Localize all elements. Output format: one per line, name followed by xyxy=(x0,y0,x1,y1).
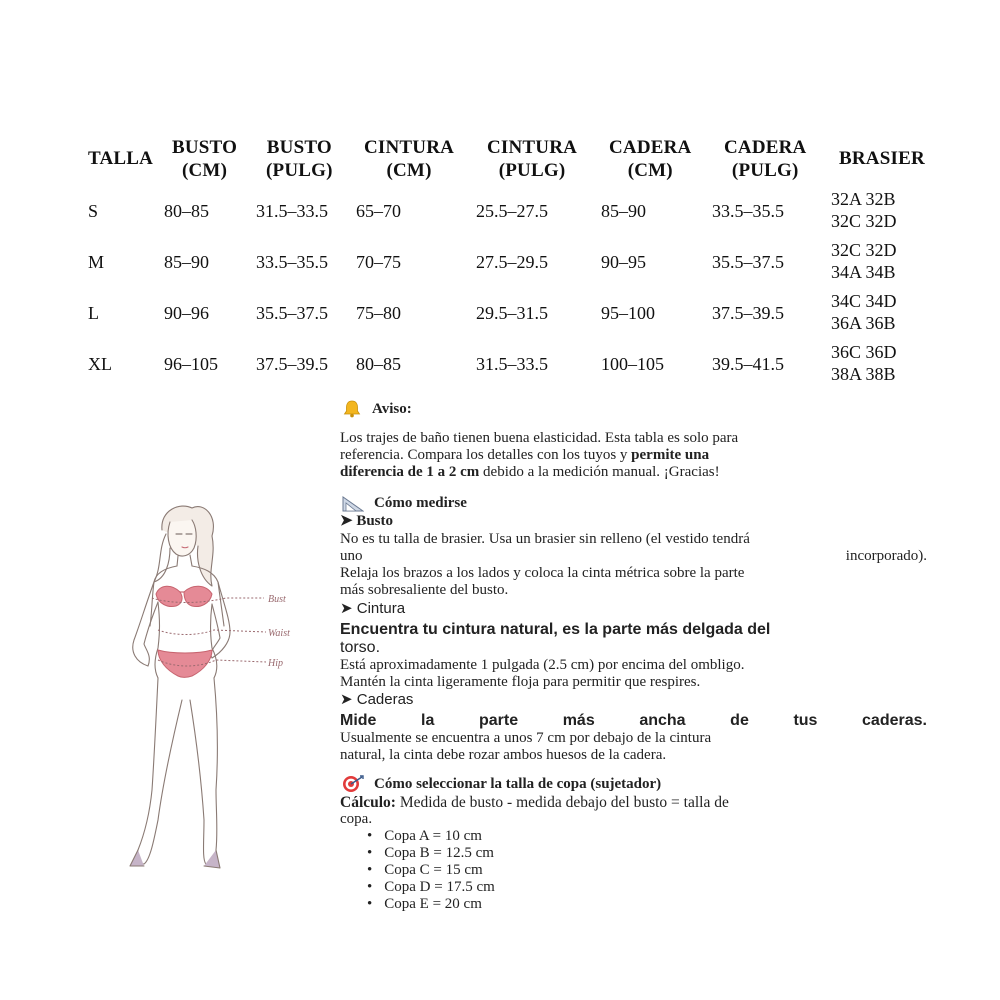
cup-list-item xyxy=(367,879,495,896)
hips-word: la xyxy=(421,712,435,729)
cell-talla: S xyxy=(88,201,99,221)
hips-bold-line xyxy=(340,711,927,730)
size-chart-table xyxy=(0,0,1000,400)
brasier-line: 38A 38B xyxy=(831,364,896,384)
bust-line-3: Relaja los brazos a los lados y coloca la cinta métrica sobre la parte xyxy=(340,565,745,581)
waist-line-2: Mantén la cinta ligeramente floja para permitir que respires. xyxy=(340,674,701,690)
header-talla-label: TALLA xyxy=(88,148,154,169)
header-label: BUSTO xyxy=(266,137,332,158)
bust-text: incorporado). xyxy=(845,548,927,564)
notice-text: referencia. Compara los detalles con los tuyos y xyxy=(340,447,628,463)
hips-word: ancha xyxy=(639,712,686,729)
cup-item-text: Copa E = 20 cm xyxy=(384,896,482,912)
header-unit: (PULG) xyxy=(731,160,799,181)
bullet-icon: • xyxy=(367,896,373,912)
bust-line-2 xyxy=(340,548,927,565)
bust-line-1: No es tu talla de brasier. Usa un brasier sin relleno (el vestido tendrá xyxy=(340,531,750,547)
cell-cadera-pulg: 39.5–41.5 xyxy=(712,354,784,374)
brasier-line: 36A 36B xyxy=(831,313,896,333)
cell-cadera-pulg: 33.5–35.5 xyxy=(712,201,784,221)
hips-line-2: natural, la cinta debe rozar ambos huesos de la cadera. xyxy=(340,747,667,763)
cup-heading xyxy=(342,775,661,793)
cell-busto-pulg: 37.5–39.5 xyxy=(256,354,328,374)
cell-cintura-pulg: 29.5–31.5 xyxy=(476,303,548,323)
cell-cintura-pulg: 25.5–27.5 xyxy=(476,201,548,221)
waist-line-1: Está aproximadamente 1 pulgada (2.5 cm) por encima del ombligo. xyxy=(340,657,745,673)
cell-brasier xyxy=(831,239,897,283)
notice-text: debido a la medición manual. ¡Gracias! xyxy=(483,464,720,480)
cup-calc-label: Cálculo: xyxy=(340,794,396,811)
cup-list-item xyxy=(367,896,482,913)
header-busto-cm xyxy=(172,136,237,182)
cell-busto-pulg: 35.5–37.5 xyxy=(256,303,328,323)
header-unit: (PULG) xyxy=(498,160,566,181)
cell-brasier xyxy=(831,188,897,232)
cell-cadera-cm: 85–90 xyxy=(601,201,646,221)
waist-heading: ➤ Cintura xyxy=(340,600,406,617)
bust-line-4: más sobresaliente del busto. xyxy=(340,582,509,598)
header-label: CADERA xyxy=(609,137,692,158)
hips-word: parte xyxy=(478,712,519,729)
header-cintura-pulg xyxy=(487,136,577,182)
cell-talla: L xyxy=(88,303,99,323)
cell-busto-cm: 80–85 xyxy=(164,201,209,221)
cell-talla: XL xyxy=(88,354,112,374)
cup-item-text: Copa A = 10 cm xyxy=(384,828,482,844)
cup-item-text: Copa B = 12.5 cm xyxy=(384,845,494,861)
cup-calc-text: Medida de busto - medida debajo del busto = talla de xyxy=(399,794,729,811)
header-label: CINTURA xyxy=(364,137,455,158)
brasier-line: 32A 32B xyxy=(831,189,896,209)
bullet-icon: • xyxy=(367,828,373,844)
cell-busto-pulg: 33.5–35.5 xyxy=(256,252,328,272)
cell-cadera-cm: 100–105 xyxy=(601,354,664,374)
bell-icon xyxy=(342,400,362,418)
header-brasier-label: BRASIER xyxy=(839,148,925,169)
cell-talla: M xyxy=(88,252,105,272)
cell-cadera-cm: 90–95 xyxy=(601,252,646,272)
brasier-line: 32C 32D xyxy=(831,211,897,231)
cell-cintura-cm: 80–85 xyxy=(356,354,401,374)
bullet-icon: • xyxy=(367,845,373,861)
cup-list-item xyxy=(367,828,482,845)
hips-word: tus xyxy=(793,712,818,729)
cell-busto-cm: 85–90 xyxy=(164,252,209,272)
header-unit: (CM) xyxy=(627,160,673,181)
header-label: BUSTO xyxy=(172,137,238,158)
brasier-line: 34A 34B xyxy=(831,262,896,282)
cell-brasier xyxy=(831,290,897,334)
bullet-icon: • xyxy=(367,862,373,878)
triangle-ruler-icon xyxy=(342,496,364,512)
hips-word: de xyxy=(730,712,749,729)
hips-heading: ➤ Caderas xyxy=(340,691,414,708)
header-unit: (CM) xyxy=(181,160,228,181)
header-cadera-pulg xyxy=(724,136,806,182)
notice-emphasis: permite una xyxy=(631,447,710,463)
cell-cintura-pulg: 31.5–33.5 xyxy=(476,354,548,374)
hips-word: caderas. xyxy=(862,712,927,729)
waist-bold-line-1: Encuentra tu cintura natural, es la parte más delgada del xyxy=(340,621,771,638)
cell-cadera-pulg: 35.5–37.5 xyxy=(712,252,784,272)
cell-brasier xyxy=(831,341,897,385)
hips-word: más xyxy=(562,712,595,729)
notice-title: Aviso: xyxy=(372,400,412,417)
hips-word: Mide xyxy=(340,712,377,729)
cup-item-text: Copa D = 17.5 cm xyxy=(384,879,495,895)
cell-busto-cm: 90–96 xyxy=(164,303,209,323)
header-label: CADERA xyxy=(724,137,807,158)
cup-list-item xyxy=(367,862,483,879)
notice-heading xyxy=(342,400,412,418)
target-icon xyxy=(342,775,364,793)
header-busto-pulg xyxy=(266,136,333,182)
header-unit: (PULG) xyxy=(266,160,333,181)
notice-line-3 xyxy=(340,464,720,481)
brasier-line: 36C 36D xyxy=(831,342,897,362)
measure-title: Cómo medirse xyxy=(374,495,467,511)
hip-label: Hip xyxy=(268,658,283,669)
header-talla xyxy=(88,147,153,170)
cup-calc-line xyxy=(340,794,729,811)
cell-cintura-cm: 65–70 xyxy=(356,201,401,221)
cup-title: Cómo seleccionar la talla de copa (sujetador) xyxy=(374,775,662,792)
bust-text: uno xyxy=(340,548,363,564)
cup-list-item xyxy=(367,845,494,862)
cell-cadera-pulg: 37.5–39.5 xyxy=(712,303,784,323)
header-cintura-cm xyxy=(364,136,454,182)
cell-cintura-pulg: 27.5–29.5 xyxy=(476,252,548,272)
notice-emphasis: diferencia de 1 a 2 cm xyxy=(340,464,480,480)
brasier-line: 34C 34D xyxy=(831,291,897,311)
body-measurement-illustration xyxy=(100,500,330,890)
header-label: CINTURA xyxy=(487,137,578,158)
cell-busto-cm: 96–105 xyxy=(164,354,218,374)
header-unit: (CM) xyxy=(386,160,432,181)
notice-line-2 xyxy=(340,447,709,464)
hips-line-1: Usualmente se encuentra a unos 7 cm por debajo de la cintura xyxy=(340,730,712,746)
cell-cintura-cm: 70–75 xyxy=(356,252,401,272)
bullet-icon: • xyxy=(367,879,373,895)
waist-bold-line-2: torso. xyxy=(340,639,381,656)
cup-item-text: Copa C = 15 cm xyxy=(384,862,483,878)
cup-calc-line-2: copa. xyxy=(340,811,373,827)
waist-label: Waist xyxy=(268,628,290,639)
notice-line-1: Los trajes de baño tienen buena elasticidad. Esta tabla es solo para xyxy=(340,430,739,446)
measure-heading xyxy=(342,495,467,512)
cell-busto-pulg: 31.5–33.5 xyxy=(256,201,328,221)
cell-cadera-cm: 95–100 xyxy=(601,303,655,323)
bust-label: Bust xyxy=(268,594,286,605)
header-brasier xyxy=(839,147,925,170)
cell-cintura-cm: 75–80 xyxy=(356,303,401,323)
header-cadera-cm xyxy=(609,136,691,182)
bust-heading: ➤ Busto xyxy=(340,513,393,529)
brasier-line: 32C 32D xyxy=(831,240,897,260)
